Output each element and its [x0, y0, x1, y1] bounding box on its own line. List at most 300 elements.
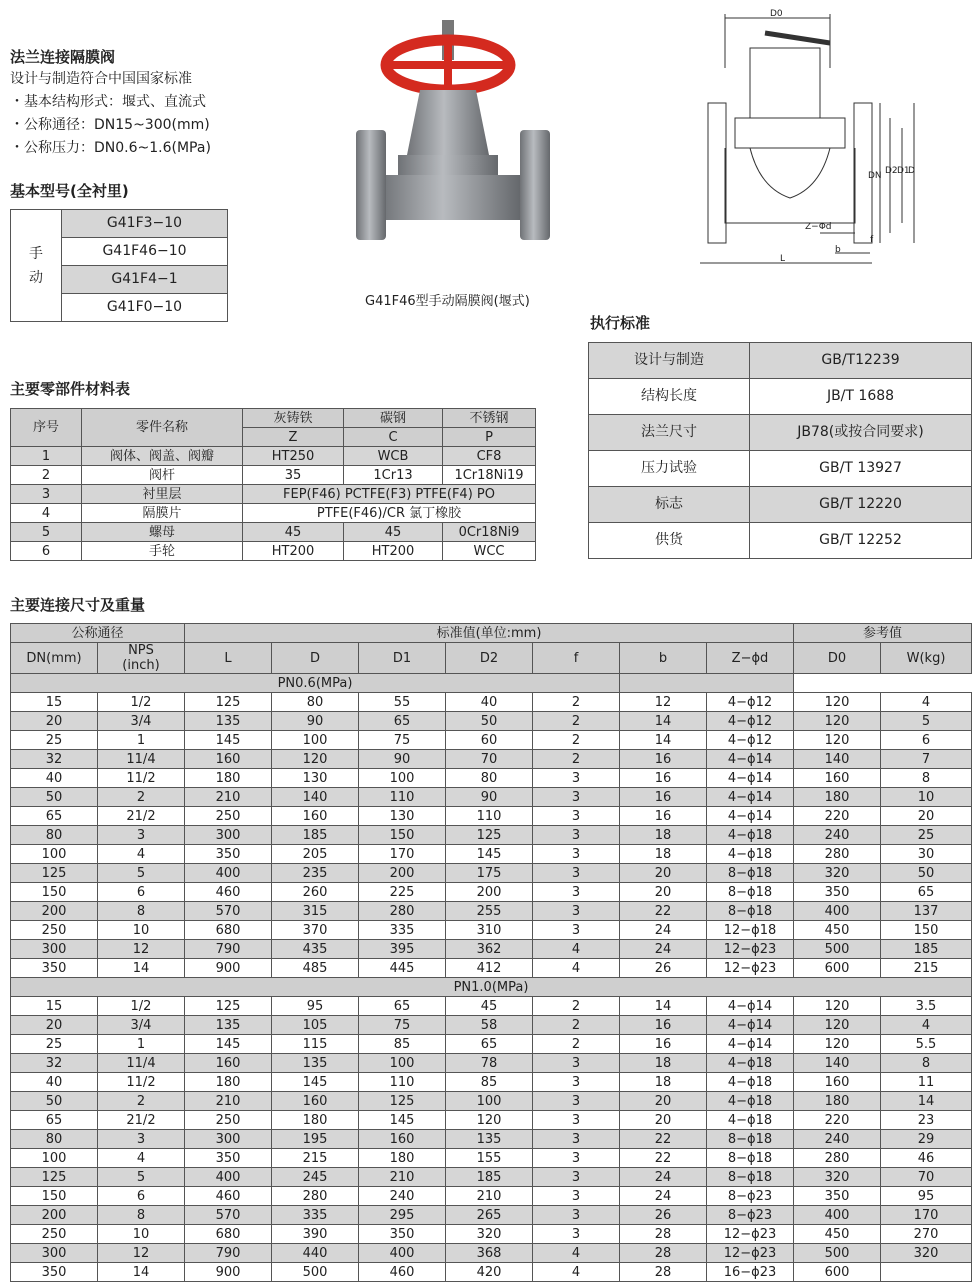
dims-cell-b: 24	[620, 1168, 707, 1187]
dims-cell-d: 120	[272, 750, 359, 769]
dims-cell-zd: 4−ϕ18	[707, 1054, 794, 1073]
dims-cell-zd: 8−ϕ18	[707, 864, 794, 883]
dims-header-d: D	[272, 643, 359, 674]
dims-cell-w: 50	[881, 864, 972, 883]
dims-cell-b: 20	[620, 864, 707, 883]
dims-cell-d: 160	[272, 807, 359, 826]
dims-cell-d: 500	[272, 1263, 359, 1282]
dims-cell-w: 5.5	[881, 1035, 972, 1054]
dims-cell-d1: 160	[359, 1130, 446, 1149]
dims-cell-dn: 350	[11, 1263, 98, 1282]
model-cell: G41F46−10	[62, 238, 228, 266]
dims-cell-dn: 50	[11, 788, 98, 807]
models-table	[10, 209, 228, 322]
dims-cell-d: 90	[272, 712, 359, 731]
dims-cell-d1: 85	[359, 1035, 446, 1054]
dims-header-d0: D0	[794, 643, 881, 674]
dims-cell-d: 100	[272, 731, 359, 750]
parts-no-cell: 1	[11, 447, 82, 466]
dims-cell-d2: 45	[446, 997, 533, 1016]
dims-header-b: b	[620, 643, 707, 674]
dims-row	[11, 997, 972, 1016]
parts-material-merged-cell: FEP(F46) PCTFE(F3) PTFE(F4) PO	[243, 485, 536, 504]
label-d: D	[908, 166, 915, 176]
std-name: 结构长度	[589, 379, 750, 415]
intro-line: 设计与制造符合中国国家标准	[10, 71, 192, 87]
dims-cell-zd: 4−ϕ18	[707, 1092, 794, 1111]
dims-cell-b: 22	[620, 902, 707, 921]
dims-cell-dn: 300	[11, 1244, 98, 1263]
dims-row	[11, 1149, 972, 1168]
std-value: GB/T 12220	[750, 487, 972, 523]
label-dn: DN	[868, 171, 882, 181]
parts-material-z-cell: 45	[243, 523, 344, 542]
dims-cell-b: 14	[620, 712, 707, 731]
dims-cell-dn: 15	[11, 997, 98, 1016]
dims-cell-f: 3	[533, 807, 620, 826]
dims-cell-dn: 65	[11, 1111, 98, 1130]
dims-cell-zd: 4−ϕ14	[707, 788, 794, 807]
valve-photo	[350, 10, 560, 250]
dims-cell-dn: 15	[11, 693, 98, 712]
dims-cell-f: 3	[533, 1092, 620, 1111]
dims-cell-zd: 4−ϕ12	[707, 712, 794, 731]
dims-cell-w: 23	[881, 1111, 972, 1130]
photo-caption: G41F46型手动隔膜阀(堰式)	[365, 294, 530, 309]
dims-section-label: PN0.6(MPa)	[11, 674, 620, 693]
parts-material-c-cell: 1Cr13	[344, 466, 443, 485]
dims-cell-nps: 3	[98, 826, 185, 845]
dims-cell-w: 4	[881, 1016, 972, 1035]
dims-cell-f: 3	[533, 1149, 620, 1168]
dims-header-nominal: 公称通径	[11, 624, 185, 643]
dims-cell-d0: 220	[794, 807, 881, 826]
dims-cell-w: 70	[881, 1168, 972, 1187]
dims-cell-w: 8	[881, 1054, 972, 1073]
label-d2: D2	[885, 166, 898, 176]
dims-row	[11, 826, 972, 845]
dims-cell-d: 235	[272, 864, 359, 883]
std-value: GB/T 12252	[750, 523, 972, 559]
dims-cell-b: 20	[620, 1111, 707, 1130]
dims-cell-d: 335	[272, 1206, 359, 1225]
dims-cell-nps: 14	[98, 959, 185, 978]
dims-cell-d: 185	[272, 826, 359, 845]
dims-cell-zd: 4−ϕ12	[707, 693, 794, 712]
dims-cell-d2: 110	[446, 807, 533, 826]
dims-cell-f: 3	[533, 1187, 620, 1206]
dims-section-row	[11, 978, 972, 997]
dims-header-f: f	[533, 643, 620, 674]
dims-cell-d0: 160	[794, 769, 881, 788]
parts-header-p: P	[443, 428, 536, 447]
dims-cell-f: 3	[533, 1054, 620, 1073]
dims-cell-d1: 130	[359, 807, 446, 826]
dims-cell-d0: 120	[794, 731, 881, 750]
dims-cell-l: 145	[185, 1035, 272, 1054]
dims-cell-d1: 100	[359, 1054, 446, 1073]
dims-cell-l: 300	[185, 1130, 272, 1149]
dims-cell-zd: 8−ϕ18	[707, 1168, 794, 1187]
model-cell: G41F3−10	[62, 210, 228, 238]
dims-cell-zd: 8−ϕ23	[707, 1206, 794, 1225]
dims-header-d2: D2	[446, 643, 533, 674]
dims-cell-d2: 185	[446, 1168, 533, 1187]
parts-material-z-cell: HT200	[243, 542, 344, 561]
intro-line: ・基本结构形式：堰式、直流式	[10, 94, 206, 110]
dims-cell-b: 20	[620, 883, 707, 902]
dims-cell-zd: 8−ϕ18	[707, 1130, 794, 1149]
dims-cell-d1: 240	[359, 1187, 446, 1206]
parts-row	[11, 523, 536, 542]
dims-cell-w: 20	[881, 807, 972, 826]
dims-cell-d2: 80	[446, 769, 533, 788]
models-group-label: 手 动	[11, 210, 62, 322]
dims-row	[11, 788, 972, 807]
dims-cell-b: 28	[620, 1225, 707, 1244]
dims-cell-f: 3	[533, 921, 620, 940]
dims-cell-f: 4	[533, 1244, 620, 1263]
dims-cell-b: 18	[620, 1073, 707, 1092]
dims-cell-w	[881, 1263, 972, 1282]
left-flange-shape	[356, 130, 386, 240]
label-zd: Z−Φd	[805, 222, 832, 232]
dims-cell-l: 400	[185, 864, 272, 883]
dims-cell-l: 180	[185, 1073, 272, 1092]
parts-name-cell: 手轮	[82, 542, 243, 561]
dims-cell-d0: 400	[794, 902, 881, 921]
dims-cell-d1: 125	[359, 1092, 446, 1111]
dims-cell-zd: 4−ϕ14	[707, 997, 794, 1016]
dims-cell-w: 270	[881, 1225, 972, 1244]
dims-cell-dn: 200	[11, 902, 98, 921]
parts-table	[10, 408, 536, 561]
dims-header-dn: DN(mm)	[11, 643, 98, 674]
dims-cell-f: 2	[533, 750, 620, 769]
parts-header-name: 零件名称	[82, 409, 243, 447]
dims-cell-b: 14	[620, 997, 707, 1016]
dims-cell-dn: 50	[11, 1092, 98, 1111]
dims-cell-b: 16	[620, 1035, 707, 1054]
dims-cell-nps: 2	[98, 1092, 185, 1111]
standards-title: 执行标准	[590, 314, 651, 332]
dims-cell-f: 2	[533, 1016, 620, 1035]
dims-row	[11, 1092, 972, 1111]
dims-cell-l: 250	[185, 1111, 272, 1130]
dims-cell-d1: 65	[359, 997, 446, 1016]
dims-cell-d2: 50	[446, 712, 533, 731]
dims-cell-l: 300	[185, 826, 272, 845]
dims-row	[11, 1168, 972, 1187]
dims-cell-nps: 12	[98, 940, 185, 959]
dims-cell-d2: 60	[446, 731, 533, 750]
dims-cell-w: 8	[881, 769, 972, 788]
dims-cell-nps: 3/4	[98, 1016, 185, 1035]
dims-cell-dn: 40	[11, 769, 98, 788]
dims-cell-d0: 120	[794, 1016, 881, 1035]
dims-cell-d1: 170	[359, 845, 446, 864]
dims-cell-nps: 4	[98, 1149, 185, 1168]
dims-cell-l: 790	[185, 1244, 272, 1263]
label-d1: D1	[897, 166, 910, 176]
dims-cell-d1: 395	[359, 940, 446, 959]
dims-cell-d0: 180	[794, 1092, 881, 1111]
dims-cell-nps: 11/2	[98, 769, 185, 788]
dims-cell-w: 29	[881, 1130, 972, 1149]
dims-cell-d: 440	[272, 1244, 359, 1263]
dims-cell-l: 900	[185, 1263, 272, 1282]
dims-cell-d2: 420	[446, 1263, 533, 1282]
dims-cell-w: 4	[881, 693, 972, 712]
dims-cell-nps: 1	[98, 1035, 185, 1054]
parts-no-cell: 3	[11, 485, 82, 504]
parts-row	[11, 504, 536, 523]
std-name: 法兰尺寸	[589, 415, 750, 451]
dims-row	[11, 940, 972, 959]
dims-cell-d2: 255	[446, 902, 533, 921]
dims-cell-w: 65	[881, 883, 972, 902]
dims-cell-zd: 4−ϕ12	[707, 731, 794, 750]
dims-cell-d2: 65	[446, 1035, 533, 1054]
dims-cell-f: 3	[533, 769, 620, 788]
dims-cell-d2: 145	[446, 845, 533, 864]
dims-cell-d: 260	[272, 883, 359, 902]
dims-cell-d0: 160	[794, 1073, 881, 1092]
dims-cell-d: 280	[272, 1187, 359, 1206]
dims-cell-w: 3.5	[881, 997, 972, 1016]
dims-cell-nps: 3	[98, 1130, 185, 1149]
std-name: 供货	[589, 523, 750, 559]
dims-row	[11, 1016, 972, 1035]
dims-cell-dn: 150	[11, 1187, 98, 1206]
dims-cell-d1: 210	[359, 1168, 446, 1187]
parts-no-cell: 2	[11, 466, 82, 485]
dims-cell-d2: 200	[446, 883, 533, 902]
dims-cell-d1: 110	[359, 788, 446, 807]
dims-cell-b: 18	[620, 845, 707, 864]
dims-row	[11, 1263, 972, 1282]
dims-header-d1: D1	[359, 643, 446, 674]
dims-cell-nps: 6	[98, 1187, 185, 1206]
dims-cell-zd: 12−ϕ23	[707, 940, 794, 959]
dims-cell-w: 185	[881, 940, 972, 959]
dims-cell-d2: 320	[446, 1225, 533, 1244]
intro-line: ・公称通径：DN15~300(mm)	[10, 117, 210, 133]
dims-cell-dn: 125	[11, 1168, 98, 1187]
dims-cell-d2: 412	[446, 959, 533, 978]
dims-cell-f: 3	[533, 1206, 620, 1225]
dims-header-reference: 参考值	[794, 624, 972, 643]
parts-material-z-cell: HT250	[243, 447, 344, 466]
parts-row	[11, 466, 536, 485]
dims-cell-d0: 120	[794, 1035, 881, 1054]
dims-cell-l: 145	[185, 731, 272, 750]
dims-cell-nps: 5	[98, 1168, 185, 1187]
intro-line: ・公称压力：DN0.6~1.6(MPa)	[10, 140, 211, 156]
dims-cell-b: 12	[620, 693, 707, 712]
dims-row	[11, 845, 972, 864]
dims-cell-b: 28	[620, 1244, 707, 1263]
dims-cell-dn: 40	[11, 1073, 98, 1092]
dims-cell-zd: 8−ϕ18	[707, 883, 794, 902]
parts-material-p-cell: 0Cr18Ni9	[443, 523, 536, 542]
dims-cell-d: 135	[272, 1054, 359, 1073]
dims-cell-f: 2	[533, 712, 620, 731]
dims-cell-l: 460	[185, 1187, 272, 1206]
dims-cell-d: 160	[272, 1092, 359, 1111]
parts-material-c-cell: HT200	[344, 542, 443, 561]
dims-cell-nps: 11/4	[98, 1054, 185, 1073]
dims-row	[11, 902, 972, 921]
dims-cell-b: 22	[620, 1149, 707, 1168]
label-d0: D0	[770, 9, 783, 19]
dims-cell-zd: 12−ϕ23	[707, 959, 794, 978]
parts-no-cell: 4	[11, 504, 82, 523]
intro-title: 法兰连接隔膜阀	[10, 48, 116, 66]
dims-cell-l: 400	[185, 1168, 272, 1187]
dims-cell-d0: 400	[794, 1206, 881, 1225]
right-flange-shape	[520, 130, 550, 240]
dims-cell-d2: 85	[446, 1073, 533, 1092]
dims-cell-b: 18	[620, 826, 707, 845]
dims-cell-f: 3	[533, 1130, 620, 1149]
label-f: f	[870, 235, 874, 245]
dims-cell-d1: 335	[359, 921, 446, 940]
dims-cell-d0: 600	[794, 1263, 881, 1282]
dims-cell-d2: 70	[446, 750, 533, 769]
dims-cell-d1: 100	[359, 769, 446, 788]
dims-cell-d: 435	[272, 940, 359, 959]
dims-cell-d2: 362	[446, 940, 533, 959]
dims-cell-nps: 5	[98, 864, 185, 883]
dims-cell-b: 16	[620, 807, 707, 826]
dims-cell-dn: 350	[11, 959, 98, 978]
parts-header-c: C	[344, 428, 443, 447]
dims-cell-l: 125	[185, 997, 272, 1016]
dims-cell-d0: 500	[794, 1244, 881, 1263]
std-value: GB/T12239	[750, 343, 972, 379]
dims-cell-d2: 40	[446, 693, 533, 712]
dims-cell-d2: 120	[446, 1111, 533, 1130]
dims-cell-zd: 4−ϕ18	[707, 1073, 794, 1092]
dims-cell-zd: 4−ϕ18	[707, 1111, 794, 1130]
dims-cell-zd: 4−ϕ18	[707, 826, 794, 845]
dims-cell-d1: 110	[359, 1073, 446, 1092]
dims-row	[11, 959, 972, 978]
dims-cell-f: 2	[533, 731, 620, 750]
dims-cell-b: 22	[620, 1130, 707, 1149]
dims-cell-d1: 460	[359, 1263, 446, 1282]
dims-cell-nps: 11/4	[98, 750, 185, 769]
label-l: L	[780, 254, 786, 264]
dims-cell-nps: 21/2	[98, 1111, 185, 1130]
dims-cell-d2: 210	[446, 1187, 533, 1206]
dims-cell-w: 170	[881, 1206, 972, 1225]
dims-cell-l: 180	[185, 769, 272, 788]
dims-cell-l: 680	[185, 921, 272, 940]
bonnet-shape	[406, 90, 490, 160]
dims-cell-zd: 12−ϕ23	[707, 1244, 794, 1263]
dims-cell-f: 4	[533, 959, 620, 978]
dims-cell-w: 95	[881, 1187, 972, 1206]
dims-cell-d: 130	[272, 769, 359, 788]
dims-cell-d2: 155	[446, 1149, 533, 1168]
parts-title: 主要零部件材料表	[10, 380, 131, 398]
dims-cell-d0: 120	[794, 712, 881, 731]
model-cell: G41F0−10	[62, 294, 228, 322]
dims-cell-zd: 8−ϕ18	[707, 1149, 794, 1168]
dims-cell-w: 6	[881, 731, 972, 750]
dims-cell-f: 3	[533, 1168, 620, 1187]
dims-title: 主要连接尺寸及重量	[10, 596, 146, 614]
dims-cell-w: 137	[881, 902, 972, 921]
dims-row	[11, 1225, 972, 1244]
dims-cell-dn: 80	[11, 826, 98, 845]
dims-cell-nps: 6	[98, 883, 185, 902]
dims-cell-nps: 1/2	[98, 997, 185, 1016]
dims-cell-nps: 12	[98, 1244, 185, 1263]
dims-cell-f: 3	[533, 864, 620, 883]
dims-cell-b: 14	[620, 731, 707, 750]
dims-cell-l: 160	[185, 750, 272, 769]
dims-cell-zd: 4−ϕ14	[707, 1016, 794, 1035]
dims-cell-d1: 75	[359, 1016, 446, 1035]
dims-cell-d0: 350	[794, 1187, 881, 1206]
dims-cell-d0: 350	[794, 883, 881, 902]
dims-cell-dn: 300	[11, 940, 98, 959]
dims-cell-d0: 180	[794, 788, 881, 807]
dims-header-zd: Z−ϕd	[707, 643, 794, 674]
dims-cell-dn: 250	[11, 1225, 98, 1244]
dims-cell-zd: 8−ϕ18	[707, 902, 794, 921]
dims-cell-b: 16	[620, 750, 707, 769]
model-cell: G41F4−1	[62, 266, 228, 294]
dims-cell-d0: 280	[794, 1149, 881, 1168]
dims-cell-l: 250	[185, 807, 272, 826]
dims-row	[11, 712, 972, 731]
dims-cell-f: 3	[533, 1073, 620, 1092]
dims-cell-d2: 175	[446, 864, 533, 883]
dims-cell-zd: 4−ϕ14	[707, 769, 794, 788]
dims-cell-nps: 10	[98, 1225, 185, 1244]
dims-cell-nps: 3/4	[98, 712, 185, 731]
parts-material-c-cell: 45	[344, 523, 443, 542]
dims-cell-d: 245	[272, 1168, 359, 1187]
dims-cell-l: 135	[185, 1016, 272, 1035]
dims-cell-d1: 295	[359, 1206, 446, 1225]
dims-cell-zd: 16−ϕ23	[707, 1263, 794, 1282]
dims-cell-d1: 90	[359, 750, 446, 769]
dims-cell-l: 210	[185, 788, 272, 807]
dims-cell-d0: 140	[794, 1054, 881, 1073]
dims-cell-b: 28	[620, 1263, 707, 1282]
dims-cell-w: 215	[881, 959, 972, 978]
dims-cell-dn: 20	[11, 712, 98, 731]
dims-cell-f: 2	[533, 1035, 620, 1054]
dims-header-nps: NPS (inch)	[98, 643, 185, 674]
dims-cell-d: 145	[272, 1073, 359, 1092]
dims-cell-d: 180	[272, 1111, 359, 1130]
dims-cell-d2: 78	[446, 1054, 533, 1073]
dims-cell-d2: 90	[446, 788, 533, 807]
dims-cell-l: 790	[185, 940, 272, 959]
dims-cell-d1: 55	[359, 693, 446, 712]
dims-cell-d: 390	[272, 1225, 359, 1244]
dims-cell-d: 95	[272, 997, 359, 1016]
dims-row	[11, 693, 972, 712]
dims-cell-zd: 4−ϕ18	[707, 845, 794, 864]
dims-cell-d0: 600	[794, 959, 881, 978]
